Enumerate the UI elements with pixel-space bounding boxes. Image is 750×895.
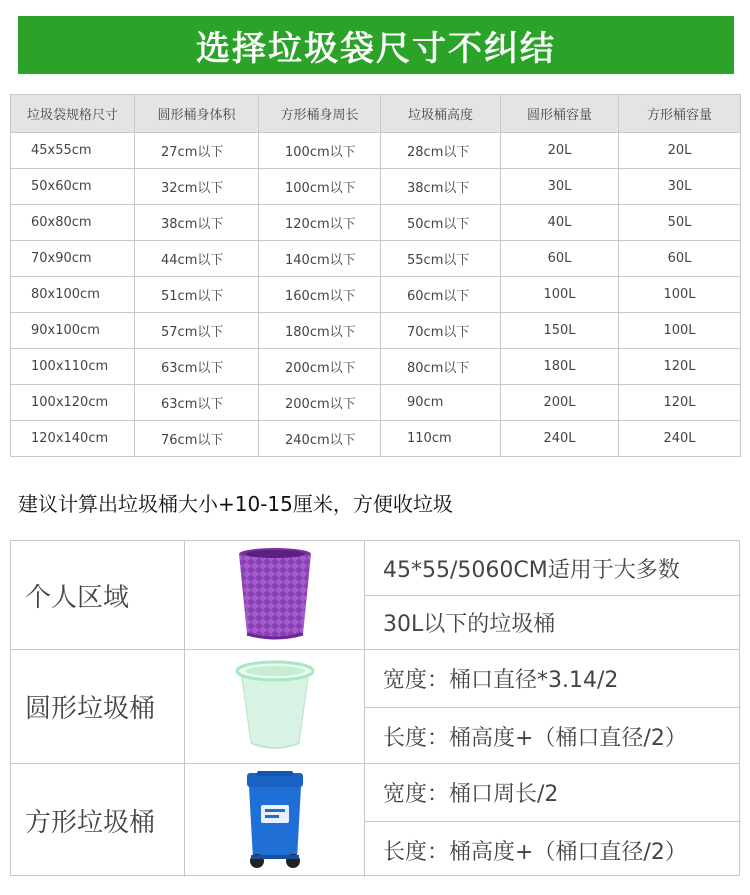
table-cell: 120cm以下 xyxy=(259,205,381,241)
size-table xyxy=(10,94,741,457)
column-header: 圆形桶容量 xyxy=(501,95,619,133)
table-cell: 44cm以下 xyxy=(135,241,259,277)
table-cell: 160cm以下 xyxy=(259,277,381,313)
table-cell: 50cm以下 xyxy=(381,205,501,241)
table-row xyxy=(11,133,741,169)
table-cell: 240L xyxy=(501,421,619,457)
table-cell: 200cm以下 xyxy=(259,349,381,385)
guide-line: 长度：桶高度+（桶口直径/2） xyxy=(365,821,741,878)
table-cell: 38cm以下 xyxy=(381,169,501,205)
table-cell: 100L xyxy=(619,313,741,349)
table-cell: 27cm以下 xyxy=(135,133,259,169)
table-cell: 140cm以下 xyxy=(259,241,381,277)
table-cell: 100cm以下 xyxy=(259,169,381,205)
table-cell: 200L xyxy=(501,385,619,421)
table-cell: 80cm以下 xyxy=(381,349,501,385)
round-bin-icon xyxy=(185,650,365,763)
table-cell: 60L xyxy=(619,241,741,277)
table-cell: 20L xyxy=(619,133,741,169)
table-row xyxy=(11,349,741,385)
guide-line: 宽度：桶口周长/2 xyxy=(383,782,559,807)
guide-line: 30L以下的垃圾桶 xyxy=(365,595,741,649)
table-row xyxy=(11,169,741,205)
table-cell: 100x110cm xyxy=(11,349,135,385)
table-row xyxy=(11,205,741,241)
table-cell: 40L xyxy=(501,205,619,241)
table-cell: 110cm xyxy=(381,421,501,457)
purple-wicker-bin-icon xyxy=(185,541,365,649)
table-cell: 20L xyxy=(501,133,619,169)
table-cell: 60cm以下 xyxy=(381,277,501,313)
blue-wheelie-bin-icon xyxy=(185,764,365,877)
table-cell: 38cm以下 xyxy=(135,205,259,241)
column-header: 方形桶身周长 xyxy=(259,95,381,133)
guide-line: 长度：桶高度+（桶口直径/2） xyxy=(365,707,741,764)
table-cell: 200cm以下 xyxy=(259,385,381,421)
formula-guide xyxy=(10,540,740,876)
table-cell: 63cm以下 xyxy=(135,349,259,385)
table-cell: 76cm以下 xyxy=(135,421,259,457)
table-header-row xyxy=(11,95,741,133)
table-cell: 240cm以下 xyxy=(259,421,381,457)
table-cell: 240L xyxy=(619,421,741,457)
guide-row-round xyxy=(11,649,739,763)
table-cell: 120L xyxy=(619,349,741,385)
table-cell: 50L xyxy=(619,205,741,241)
table-cell: 100x120cm xyxy=(11,385,135,421)
table-cell: 60L xyxy=(501,241,619,277)
table-cell: 180cm以下 xyxy=(259,313,381,349)
table-cell: 51cm以下 xyxy=(135,277,259,313)
guide-row-personal xyxy=(11,541,739,649)
table-cell: 50x60cm xyxy=(11,169,135,205)
table-row xyxy=(11,313,741,349)
table-row xyxy=(11,421,741,457)
column-header: 方形桶容量 xyxy=(619,95,741,133)
table-cell: 55cm以下 xyxy=(381,241,501,277)
table-cell: 120L xyxy=(619,385,741,421)
page-title: 选择垃圾袋尺寸不纠结 xyxy=(196,28,556,69)
table-row xyxy=(11,277,741,313)
table-cell: 28cm以下 xyxy=(381,133,501,169)
column-header: 圆形桶身体积 xyxy=(135,95,259,133)
table-cell: 100L xyxy=(619,277,741,313)
table-cell: 90cm xyxy=(381,385,501,421)
guide-row-name: 个人区域 xyxy=(11,541,185,649)
table-cell: 150L xyxy=(501,313,619,349)
table-cell: 30L xyxy=(501,169,619,205)
table-cell: 30L xyxy=(619,169,741,205)
table-cell: 57cm以下 xyxy=(135,313,259,349)
table-cell: 32cm以下 xyxy=(135,169,259,205)
table-row xyxy=(11,385,741,421)
title-banner xyxy=(18,16,734,74)
suggestion-note: 建议计算出垃圾桶大小+10-15厘米，方便收垃圾 xyxy=(18,492,453,516)
table-cell: 70x90cm xyxy=(11,241,135,277)
table-cell: 70cm以下 xyxy=(381,313,501,349)
guide-line: 宽度：桶口直径*3.14/2 xyxy=(383,668,619,693)
table-cell: 63cm以下 xyxy=(135,385,259,421)
table-cell: 180L xyxy=(501,349,619,385)
table-cell: 120x140cm xyxy=(11,421,135,457)
column-header: 垃圾桶高度 xyxy=(381,95,501,133)
table-cell: 80x100cm xyxy=(11,277,135,313)
column-header: 垃圾袋规格尺寸 xyxy=(11,95,135,133)
guide-line: 45*55/5060CM适用于大多数 xyxy=(383,557,680,583)
guide-row-name: 圆形垃圾桶 xyxy=(11,650,185,763)
table-row xyxy=(11,241,741,277)
table-cell: 45x55cm xyxy=(11,133,135,169)
table-cell: 90x100cm xyxy=(11,313,135,349)
guide-row-square xyxy=(11,763,739,877)
table-cell: 100L xyxy=(501,277,619,313)
table-cell: 60x80cm xyxy=(11,205,135,241)
guide-row-name: 方形垃圾桶 xyxy=(11,764,185,877)
table-cell: 100cm以下 xyxy=(259,133,381,169)
